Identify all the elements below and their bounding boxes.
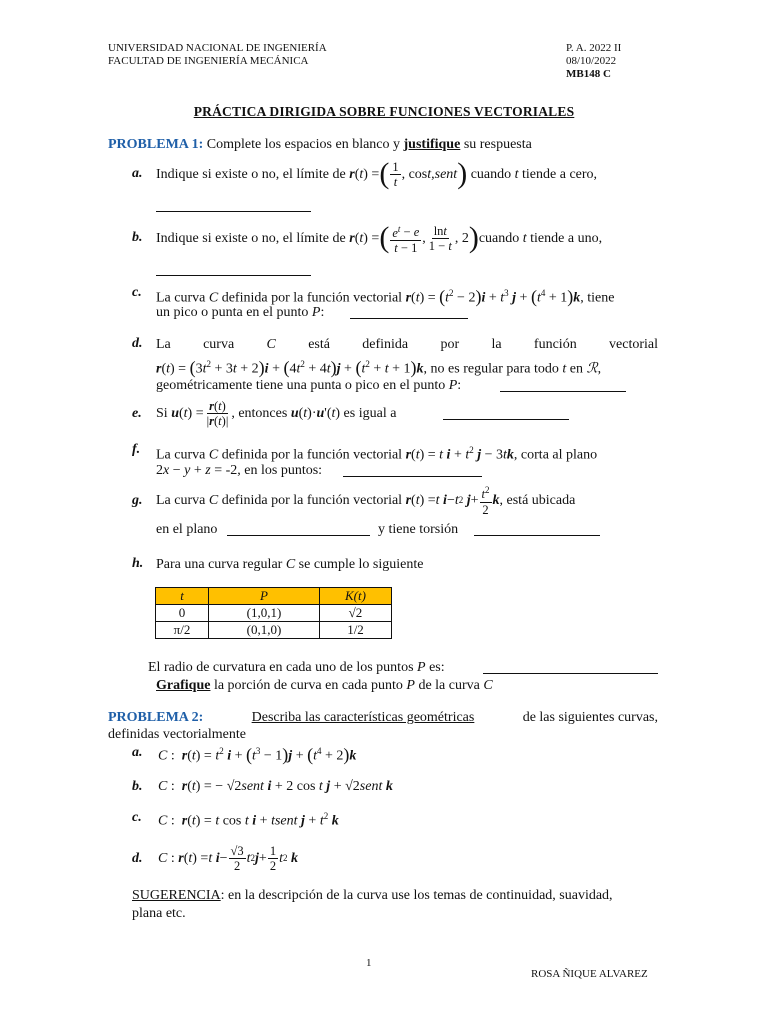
graph-text2: de la curva bbox=[418, 678, 480, 693]
word: por bbox=[440, 337, 460, 352]
answer-blank-radius[interactable] bbox=[483, 660, 658, 674]
item-g-text4: en el plano bbox=[156, 522, 218, 537]
item-d-text2: , no es regular para todo bbox=[423, 361, 559, 377]
radius-question: El radio de curvatura en cada uno de los puntos P es: bbox=[148, 660, 445, 675]
item-f-line1: La curva C definida por la función vectorial r(t) = t $i + t^2$ j − 3tk, corta al plano bbox=[156, 445, 598, 463]
word: curva bbox=[203, 337, 235, 352]
item-b-text3: tiende a uno, bbox=[530, 230, 603, 246]
item-c-text4: un pico o punta en el punto bbox=[156, 305, 309, 320]
table-header-cell: t bbox=[156, 588, 209, 605]
author-name: ROSA ÑIQUE ALVAREZ bbox=[531, 968, 648, 980]
item-h-letter: h. bbox=[132, 556, 144, 571]
word: función bbox=[533, 337, 577, 352]
p2-item-d-letter: d. bbox=[132, 851, 143, 866]
problem-2-intro-rest: de las siguientes curvas, bbox=[522, 710, 658, 725]
graph-instruction: Grafique la porción de curva en cada punto P de la curva C bbox=[156, 678, 493, 693]
item-g-text1: La curva bbox=[156, 492, 206, 508]
fraction: $\frac{t^2}{2}$ bbox=[481, 485, 490, 517]
item-h-text: Para una curva regular C se cumple lo siguiente bbox=[156, 557, 424, 572]
item-d-line1 bbox=[156, 336, 658, 353]
word: definida bbox=[362, 337, 409, 352]
item-d-line3: geométricamente tiene una punta o pico en el punto P: bbox=[156, 378, 462, 393]
suggestion-line2: plana etc. bbox=[132, 906, 186, 921]
table-cell: (1,0,1) bbox=[209, 605, 320, 622]
graph-word: Grafique bbox=[156, 678, 211, 693]
problem-2-intro-underlined: Describa las características geométricas bbox=[251, 710, 475, 725]
p2-item-c-letter: c. bbox=[132, 810, 142, 825]
item-d-text3: en bbox=[569, 361, 583, 377]
item-g-line1: La curva C definida por la función vectorial r ( t ) = t i − t 2 j + $\frac{t^2}{2}$ k , está ubicada bbox=[156, 485, 576, 517]
suggestion bbox=[132, 887, 613, 904]
item-a-text2: cuando bbox=[470, 166, 512, 182]
radius-text: El radio de curvatura en cada uno de los puntos bbox=[148, 660, 414, 675]
item-h-text1: Para una curva regular bbox=[156, 557, 283, 572]
problem-1-intro bbox=[108, 136, 532, 153]
word: C bbox=[266, 337, 276, 352]
item-a-text3: tiende a cero, bbox=[522, 166, 598, 182]
item-f-text3: , corta al plano bbox=[513, 447, 598, 463]
item-f-text1: La curva bbox=[156, 447, 206, 463]
table-header-cell: P bbox=[209, 588, 320, 605]
table-header-row bbox=[156, 588, 392, 605]
intro-text-end: su respuesta bbox=[463, 137, 532, 152]
answer-blank-d[interactable] bbox=[500, 378, 626, 392]
p2-item-b-equation: C : r(t) = − √2sent i + 2 cos t j + √2sent k bbox=[158, 779, 393, 794]
item-b-text: Indique si existe o no, el límite de r ( t ) = ( $\frac{e^t - e}{t - 1}$ , $\frac{\ln t}{1 - t}$ , 2 ) cuando t tiende a uno, bbox=[156, 221, 603, 255]
word: La bbox=[156, 337, 171, 352]
item-h-text2: se cumple lo siguiente bbox=[298, 557, 424, 572]
item-f-text2: definida por la función vectorial bbox=[221, 447, 403, 463]
table-cell: 1/2 bbox=[320, 622, 392, 639]
item-a-letter: a. bbox=[132, 166, 143, 181]
item-c-text3: , tiene bbox=[580, 290, 615, 306]
item-e-text3: es igual a bbox=[343, 405, 397, 421]
item-f-line2: 2x − y + z = -2, en los puntos: bbox=[156, 463, 323, 478]
item-e-letter: e. bbox=[132, 406, 142, 421]
answer-blank-g-plane[interactable] bbox=[227, 522, 370, 536]
word: vectorial bbox=[609, 337, 658, 352]
document-date: 08/10/2022 bbox=[566, 55, 617, 67]
problem-2-intro bbox=[108, 709, 658, 726]
page-number: 1 bbox=[366, 957, 372, 969]
item-d-line2: $r(t) = (3t^2 + 3t + 2)i + (4t^2 + 4t)j + (t^2 + t + 1)k$, no es regular para todo t en ℛ, bbox=[156, 357, 602, 378]
table-row bbox=[156, 622, 392, 639]
fraction: $\frac{r(t)}{|r(t)|}$ bbox=[206, 398, 229, 428]
p2-item-c-equation: C : r(t) = t cos t i + tsent $j + t^2$ k bbox=[158, 811, 339, 829]
word: está bbox=[308, 337, 330, 352]
item-e-text2: , entonces bbox=[231, 405, 288, 421]
radius-text2: es: bbox=[429, 660, 445, 675]
item-e-text1: Si bbox=[156, 405, 168, 421]
curvature-table bbox=[155, 587, 392, 639]
item-d-letter: d. bbox=[132, 336, 143, 351]
item-c-text1: La curva bbox=[156, 290, 206, 306]
justify-word: justifique bbox=[403, 137, 461, 152]
faculty-name: FACULTAD DE INGENIERÍA MECÁNICA bbox=[108, 55, 309, 67]
item-c-letter: c. bbox=[132, 285, 142, 300]
fraction: $\frac{√3}{2}$ bbox=[230, 843, 244, 873]
table-cell: (0,1,0) bbox=[209, 622, 320, 639]
item-c-text2: definida por la función vectorial bbox=[221, 290, 403, 306]
item-a-text1: Indique si existe o no, el límite de bbox=[156, 166, 346, 182]
document-title: PRÁCTICA DIRIGIDA SOBRE FUNCIONES VECTORIALES bbox=[193, 104, 575, 119]
answer-blank-f[interactable] bbox=[343, 463, 482, 477]
problem-2-label: PROBLEMA 2: bbox=[108, 710, 204, 725]
item-a-text: Indique si existe o no, el límite de r ( t ) = ( $\frac{1}{t}$ , cos t , sent ) cuando t tiende a cero, bbox=[156, 157, 598, 190]
item-f-letter: f. bbox=[132, 442, 141, 457]
answer-blank-a[interactable] bbox=[156, 198, 311, 212]
table-row bbox=[156, 605, 392, 622]
fraction: $\frac{\ln t}{1 - t}$ bbox=[428, 223, 452, 253]
intro-text: Complete los espacios en blanco y bbox=[206, 137, 401, 152]
answer-blank-e[interactable] bbox=[443, 406, 569, 420]
p2-item-a-letter: a. bbox=[132, 745, 143, 760]
table-cell: 0 bbox=[156, 605, 209, 622]
item-g-letter: g. bbox=[132, 493, 143, 508]
table-cell: π/2 bbox=[156, 622, 209, 639]
p2-item-d-equation: C : r ( t ) = t i − $\frac{√3}{2}$ t 2 j + $\frac{1}{2}$ t 2 k bbox=[158, 843, 298, 873]
table-header-cell: K(t) bbox=[320, 588, 392, 605]
fraction: $\frac{1}{t}$ bbox=[392, 159, 399, 189]
problem-2-intro-line2: definidas vectorialmente bbox=[108, 727, 246, 742]
item-e-text: Si u ( t ) = $\frac{r(t)}{|r(t)|}$ , entonces u ( t )· u '( t ) es igual a bbox=[156, 398, 397, 428]
item-c-line2: un pico o punta en el punto P: bbox=[156, 305, 325, 320]
p2-item-a-equation: C : $r(t) = t^2$ $i + (t^3 - 1)j + (t^4 + 2)k$ bbox=[158, 744, 357, 765]
item-d-text4: geométricamente tiene una punta o pico en el punto bbox=[156, 378, 446, 393]
answer-blank-c[interactable] bbox=[350, 305, 468, 319]
word: la bbox=[491, 337, 502, 352]
answer-blank-b[interactable] bbox=[156, 262, 311, 276]
course-code: MB148 C bbox=[566, 68, 611, 80]
item-b-text2: cuando bbox=[478, 230, 520, 246]
item-b-text1: Indique si existe o no, el límite de bbox=[156, 230, 346, 246]
problem-1-label: PROBLEMA 1: bbox=[108, 137, 204, 152]
answer-blank-g-torsion[interactable] bbox=[474, 522, 600, 536]
fraction: $\frac{1}{2}$ bbox=[269, 843, 277, 873]
item-c-line1: La curva C definida por la función vectorial $r(t) = (t^2 - 2)i + t^3$ $j + (t^4 + 1)k$, tiene bbox=[156, 286, 615, 307]
item-g-text3: , está ubicada bbox=[499, 492, 576, 508]
item-b-letter: b. bbox=[132, 230, 143, 245]
suggestion-label: SUGERENCIA bbox=[132, 888, 221, 903]
graph-text: la porción de curva en cada punto bbox=[213, 678, 403, 693]
fraction: $\frac{e^t - e}{t - 1}$ bbox=[392, 223, 420, 255]
item-g-text5: y tiene torsión bbox=[378, 522, 459, 537]
table-cell: √2 bbox=[320, 605, 392, 622]
suggestion-text: : en la descripción de la curva use los temas de continuidad, suavidad, bbox=[220, 888, 613, 903]
university-name: UNIVERSIDAD NACIONAL DE INGENIERÍA bbox=[108, 42, 327, 54]
item-g-text2: definida por la función vectorial bbox=[221, 492, 403, 508]
academic-period: P. A. 2022 II bbox=[566, 42, 622, 54]
item-f-text4: = -2, en los puntos: bbox=[214, 463, 323, 478]
p2-item-b-letter: b. bbox=[132, 779, 143, 794]
